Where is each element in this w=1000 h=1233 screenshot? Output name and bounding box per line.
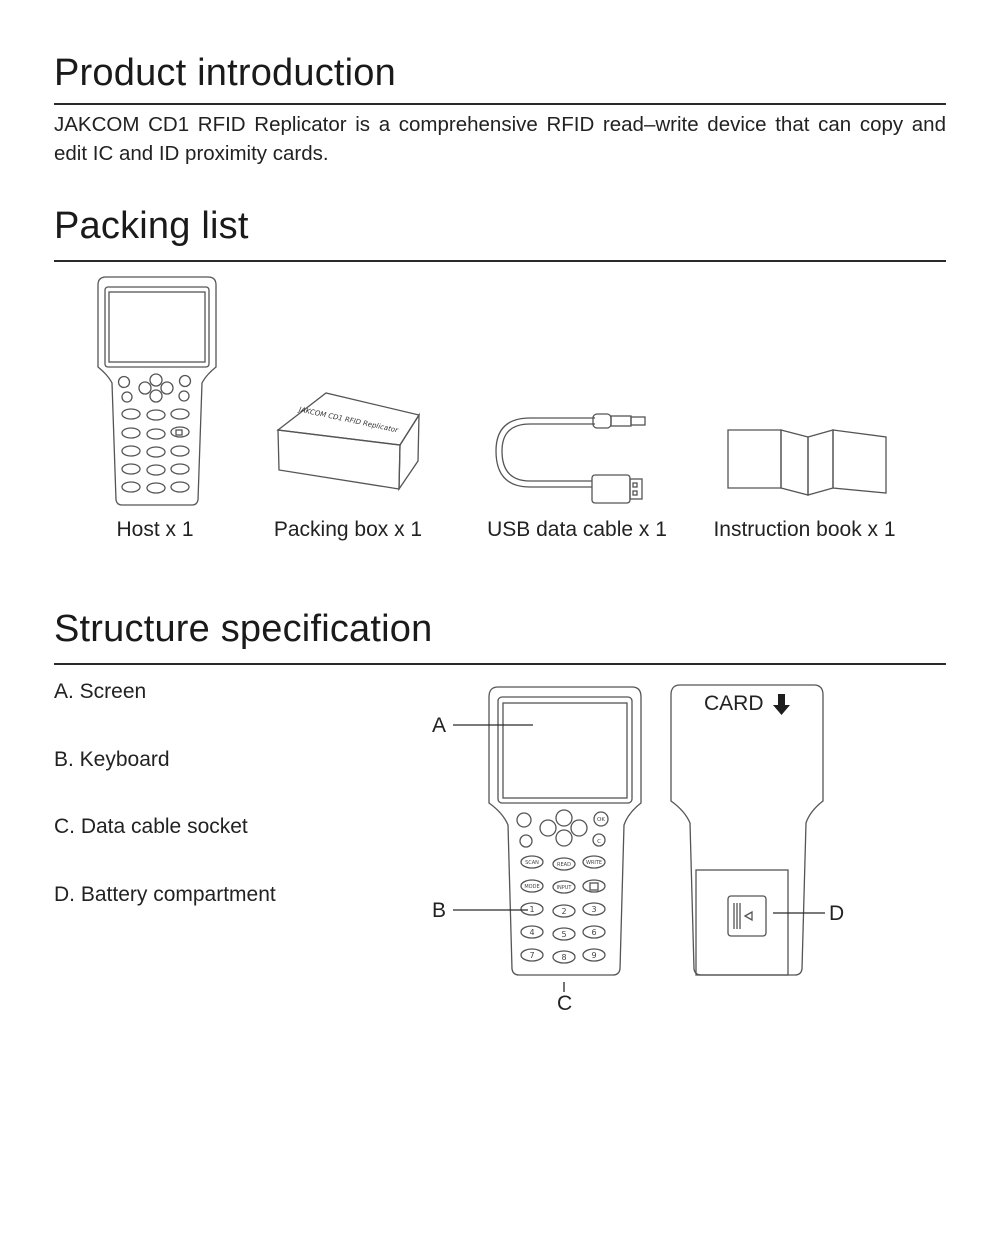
callout-b: B xyxy=(432,899,447,922)
key-c: C xyxy=(597,839,601,845)
key-write: WRITE xyxy=(585,860,603,866)
packing-divider xyxy=(54,260,946,262)
host-device-icon xyxy=(96,275,218,507)
key-ok: OK xyxy=(597,817,605,823)
instruction-book-icon xyxy=(723,425,893,497)
key-digit-8: 8 xyxy=(561,953,567,962)
structure-divider xyxy=(54,663,946,665)
key-digit-4: 4 xyxy=(529,928,535,937)
key-digit-7: 7 xyxy=(529,951,535,960)
spec-item-data-socket: C. Data cable socket xyxy=(54,815,248,838)
callout-d: D xyxy=(829,902,845,925)
callout-a: A xyxy=(432,714,447,737)
intro-heading: Product introduction xyxy=(54,52,396,94)
packing-box-icon xyxy=(276,385,421,495)
key-scan: SCAN xyxy=(525,860,539,866)
key-read: READ xyxy=(557,862,571,868)
intro-paragraph: JAKCOM CD1 RFID Replicator is a comprehensive RFID read–write device that can copy and edit IC and ID proximity cards. xyxy=(54,113,946,165)
key-digit-6: 6 xyxy=(591,928,597,937)
intro-divider xyxy=(54,103,946,105)
callout-lines xyxy=(420,700,860,1020)
spec-item-keyboard: B. Keyboard xyxy=(54,748,170,771)
box-brand-text: JAKCOM CD1 RFID Replicator xyxy=(298,405,399,435)
key-digit-5: 5 xyxy=(561,930,567,939)
usb-cable-icon xyxy=(490,405,650,510)
key-input: INPUT xyxy=(556,885,572,891)
spec-item-battery: D. Battery compartment xyxy=(54,883,276,906)
key-digit-3: 3 xyxy=(591,905,597,914)
callout-c: C xyxy=(557,992,573,1015)
packing-caption-host: Host x 1 xyxy=(116,518,194,541)
card-insert-label: CARD xyxy=(704,692,764,715)
packing-caption-book: Instruction book x 1 xyxy=(713,518,896,541)
key-digit-1: 1 xyxy=(529,905,535,914)
packing-heading: Packing list xyxy=(54,205,249,247)
key-digit-2: 2 xyxy=(561,907,567,916)
spec-item-screen: A. Screen xyxy=(54,680,147,703)
packing-caption-cable: USB data cable x 1 xyxy=(487,518,667,541)
packing-caption-box: Packing box x 1 xyxy=(273,518,423,541)
key-digit-9: 9 xyxy=(591,951,597,960)
key-mode: MODE xyxy=(524,884,540,890)
structure-heading: Structure specification xyxy=(54,608,433,650)
